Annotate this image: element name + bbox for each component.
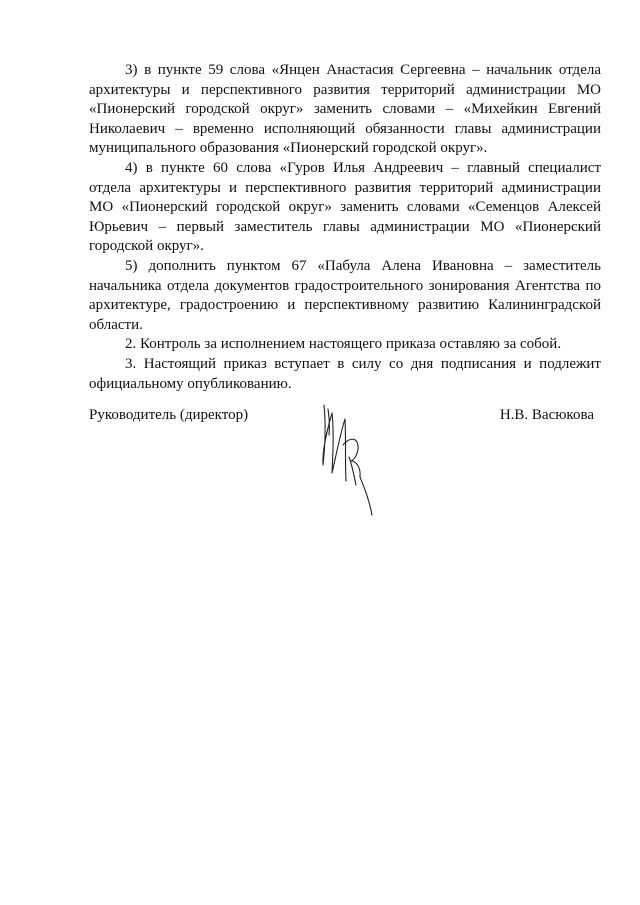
paragraph-control: 2. Контроль за исполнением настоящего приказа оставляю за собой.: [125, 336, 562, 353]
document-body: [89, 61, 601, 394]
paragraph-effect: 3. Настоящий приказ вступает в силу со дня подписания и подлежит официальному опубликованию.: [89, 355, 601, 392]
signatory-name: Н.В. Васюкова: [499, 407, 594, 423]
paragraph-item-4: 4) в пункте 60 слова «Гуров Илья Андреевич – главный специалист отдела архитектуры и перспективного развития территорий администрации МО «Пионерский городской округ» заменить словами «Семенцов Алексей Юрьевич – первый заместитель главы администрации МО «Пионерский городской округ».: [89, 159, 601, 255]
paragraph-item-3: 3) в пункте 59 слова «Янцен Анастасия Сергеевна – начальник отдела архитектуры и перспективного развития территорий администрации МО «Пионерский городской округ» заменить словами – «Михейкин Евгений Николаевич – временно исполняющий обязанности главы администрации муниципального образования «Пионерский городской округ».: [89, 62, 601, 157]
signatory-role: Руководитель (директор): [89, 407, 249, 423]
handwritten-signature: [310, 395, 385, 525]
paragraph-item-5: 5) дополнить пунктом 67 «Пабула Алена Ивановна – заместитель начальника отдела документов градостроительного зонирования Агентства по архитектуре, градостроению и перспективному развитию Калининградской области.: [89, 257, 601, 333]
